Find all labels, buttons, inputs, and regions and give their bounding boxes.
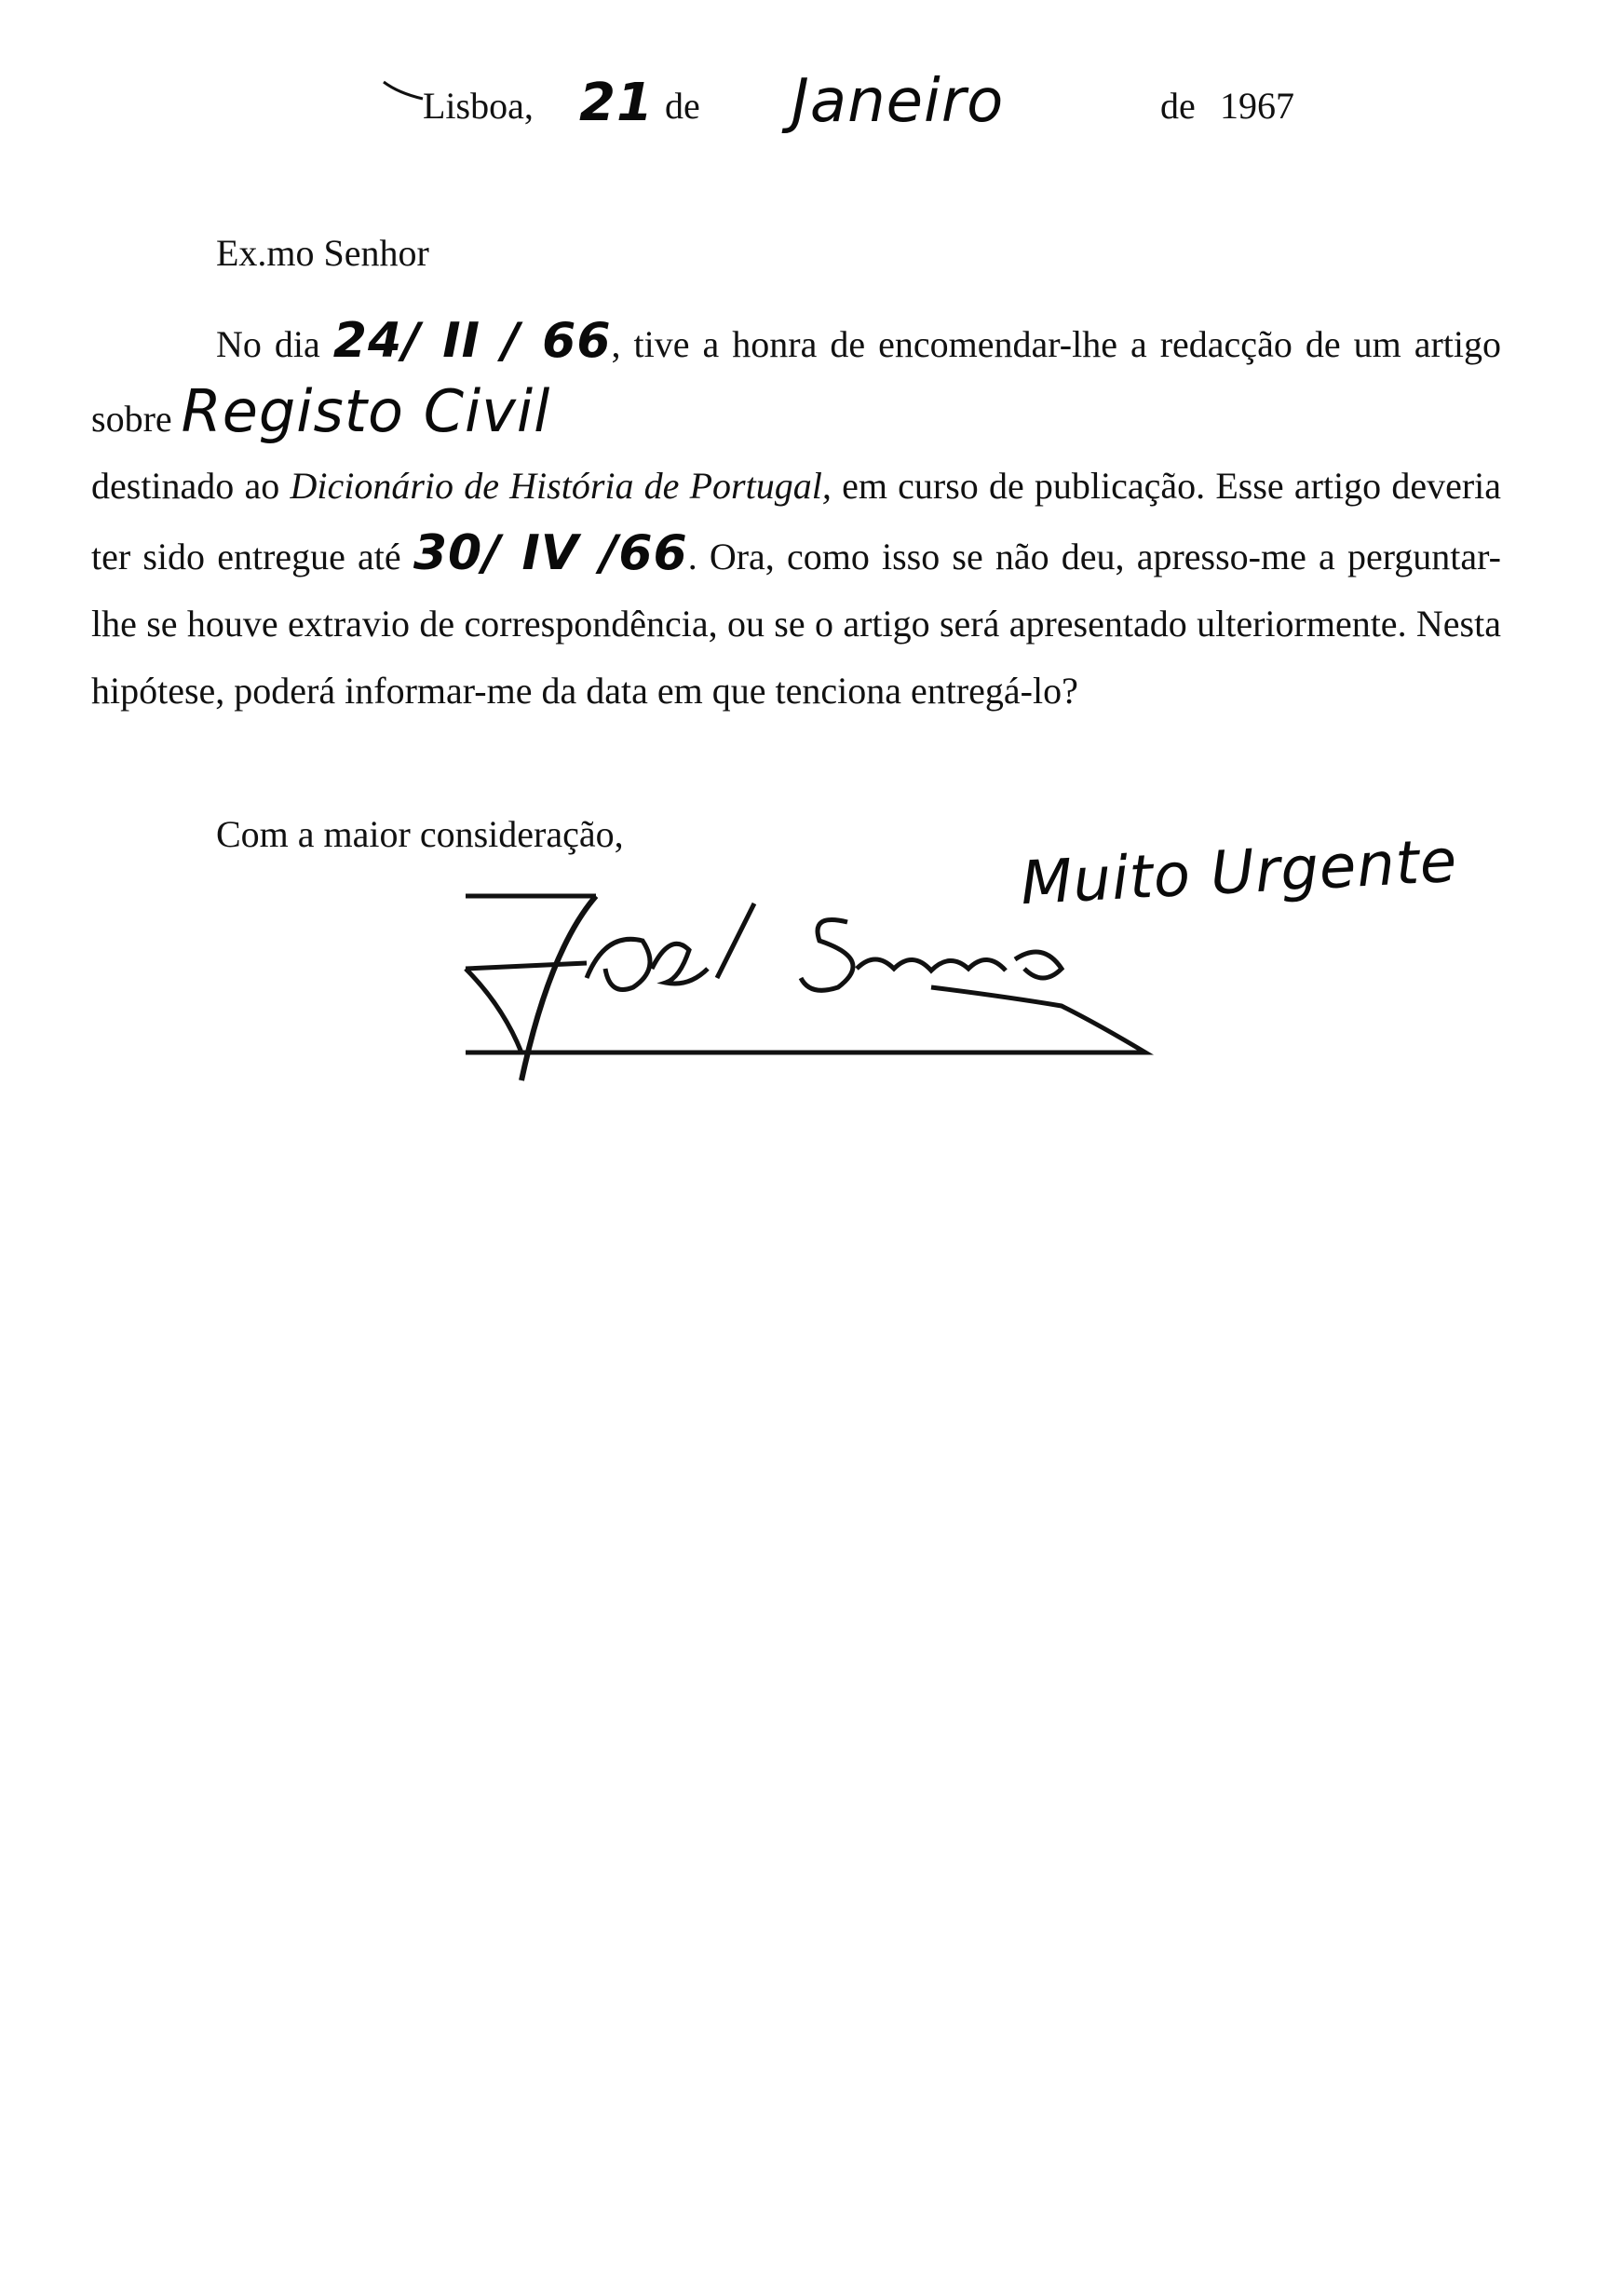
handwritten-subject: Registo Civil [181,377,551,445]
body-dest: destinado ao [91,465,280,507]
handwritten-due-date: 30/ IV /66 [413,525,688,581]
handwritten-order-date: 24/ II / 66 [332,313,612,369]
date-word-de: de [665,85,700,127]
body-mid: , tive a honra de encomendar-lhe a redacção de um artigo sobre [91,323,1502,440]
handwritten-day: 21 [579,73,654,133]
year: 1967 [1220,85,1294,127]
signature [447,866,1155,1090]
body-after-title: em curso de publicação. Esse artigo deveria ter sido entregue até [91,465,1502,577]
place-name: Lisboa, [423,85,534,127]
date-word-de-2: de [1160,85,1196,127]
handwritten-annotation: Muito Urgente [1019,826,1459,919]
body-end: . Ora, como isso se não deu, apresso-me a perguntar-lhe se houve extravio de correspondência, ou se o artigo será apresentado ulteriormente. Nesta hipótese, poderá informar-me da data em que tenciona entregá-lo? [91,536,1502,712]
salutation: Ex.mo Senhor [216,232,429,274]
closing: Com a maior consideração, [216,813,624,855]
letter-body [91,307,1501,725]
body-prefix: No dia [216,323,320,365]
dictionary-title: Dicionário de História de Portugal, [290,465,832,507]
date-line [380,67,1348,203]
handwritten-month: Janeiro [792,67,1005,136]
